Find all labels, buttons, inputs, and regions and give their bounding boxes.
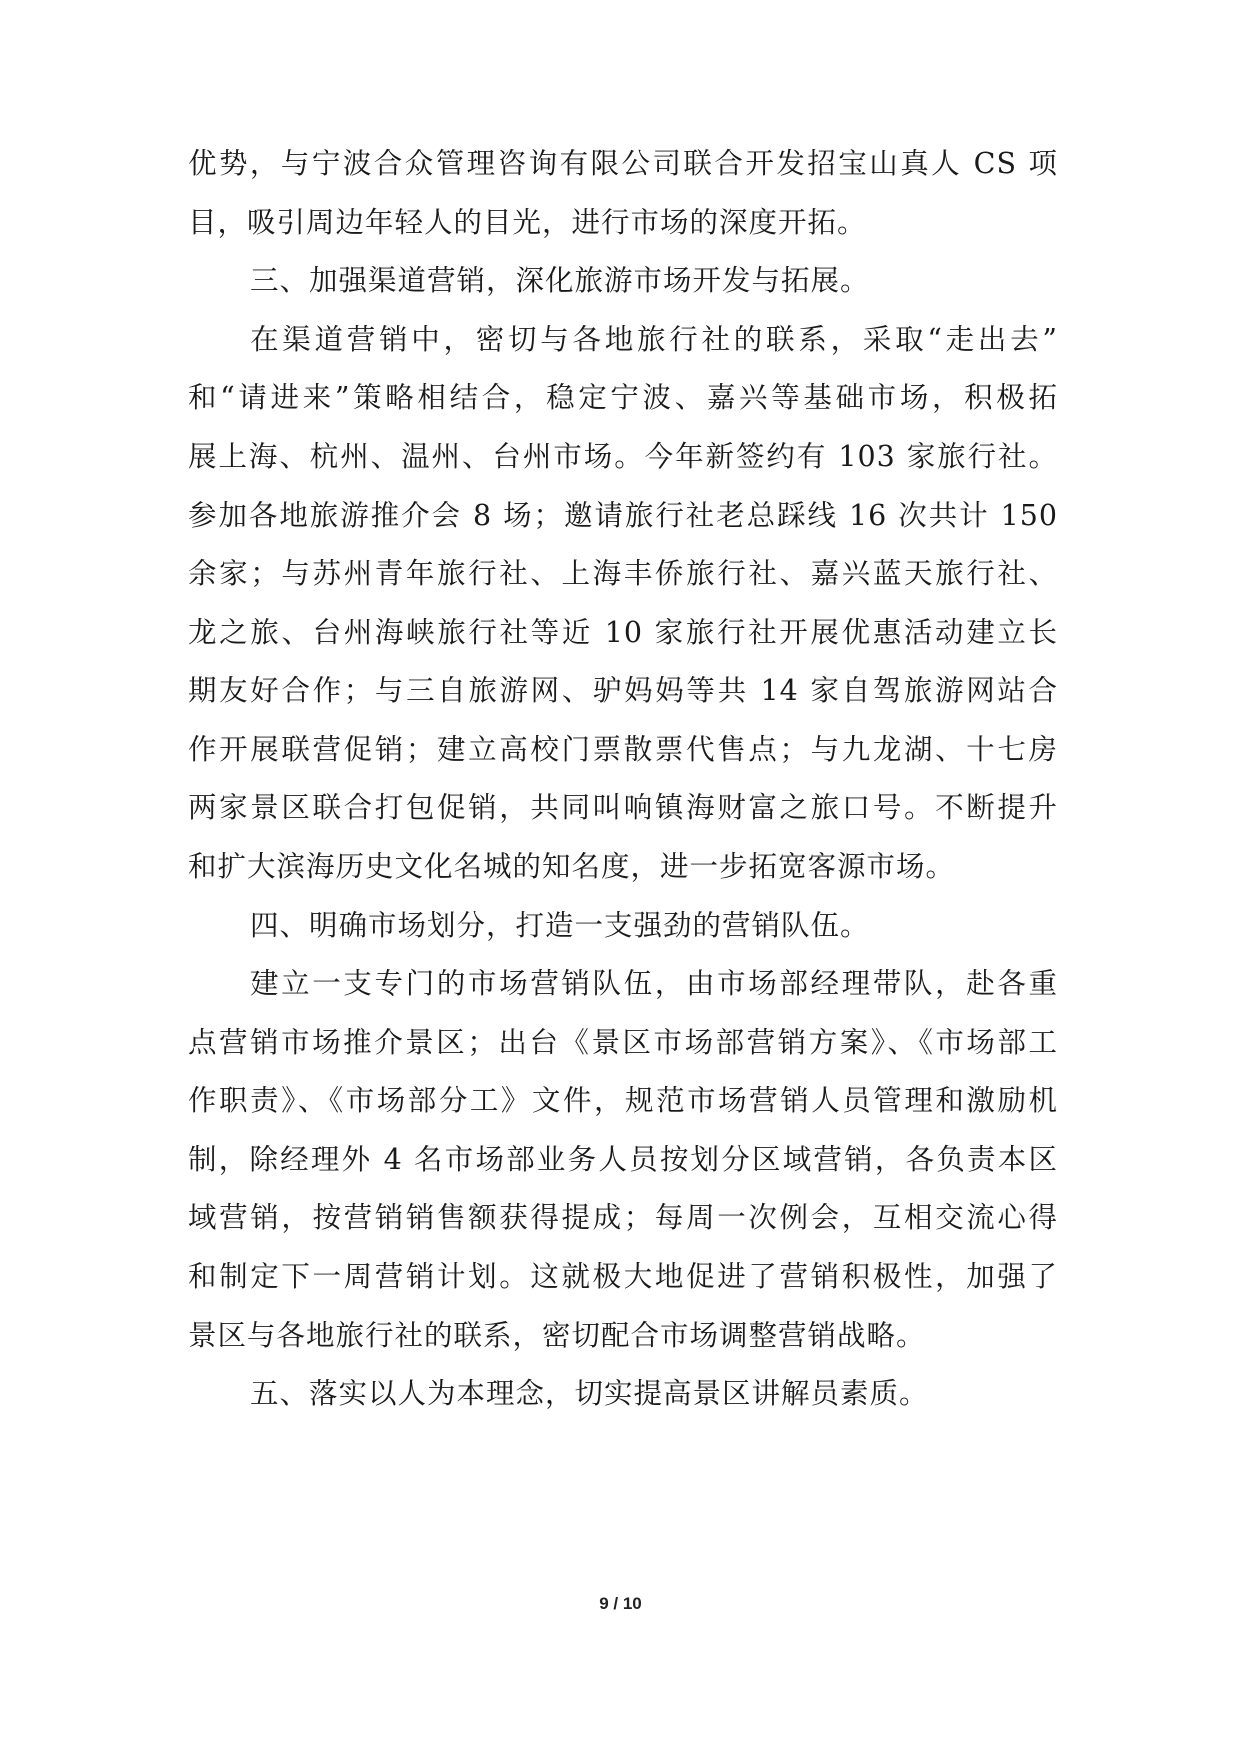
text-line: 目，吸引周边年轻人的目光，进行市场的深度开拓。 xyxy=(188,206,867,239)
text-line: 两家景区联合打包促销，共同叫响镇海财富之旅口号。不断提升 xyxy=(188,791,1058,824)
text-line: 优势，与宁波合众管理咨询有限公司联合开发招宝山真人 CS 项 xyxy=(188,147,1058,180)
text-line: 和制定下一周营销计划。这就极大地促进了营销积极性，加强了 xyxy=(188,1260,1058,1293)
text-line: 景区与各地旅行社的联系，密切配合市场调整营销战略。 xyxy=(188,1319,926,1352)
text-line: 余家；与苏州青年旅行社、上海丰侨旅行社、嘉兴蓝天旅行社、 xyxy=(188,557,1058,590)
text-line: 在渠道营销中，密切与各地旅行社的联系，采取“走出去” xyxy=(250,323,1058,356)
section-heading: 三、加强渠道营销，深化旅游市场开发与拓展。 xyxy=(250,264,870,297)
text-line: 期友好合作；与三自旅游网、驴妈妈等共 14 家自驾旅游网站合 xyxy=(188,674,1058,707)
text-line: 参加各地旅游推介会 8 场；邀请旅行社老总踩线 16 次共计 150 xyxy=(188,499,1058,532)
text-line: 建立一支专门的市场营销队伍，由市场部经理带队，赴各重 xyxy=(250,967,1058,1000)
text-line: 点营销市场推介景区；出台《景区市场部营销方案》、《市场部工 xyxy=(188,1026,1058,1059)
text-line: 制，除经理外 4 名市场部业务人员按划分区域营销，各负责本区 xyxy=(188,1143,1058,1176)
section-heading: 五、落实以人为本理念，切实提高景区讲解员素质。 xyxy=(250,1377,929,1410)
text-line: 作职责》、《市场部分工》文件，规范市场营销人员管理和激励机 xyxy=(188,1084,1058,1117)
text-line: 和“请进来”策略相结合，稳定宁波、嘉兴等基础市场，积极拓 xyxy=(188,381,1058,414)
page-number: 9 / 10 xyxy=(599,1594,642,1613)
text-line: 作开展联营促销；建立高校门票散票代售点；与九龙湖、十七房 xyxy=(188,733,1058,766)
text-line: 展上海、杭州、温州、台州市场。今年新签约有 103 家旅行社。 xyxy=(188,440,1058,473)
text-line: 和扩大滨海历史文化名城的知名度，进一步拓宽客源市场。 xyxy=(188,850,956,883)
text-line: 龙之旅、台州海峡旅行社等近 10 家旅行社开展优惠活动建立长 xyxy=(188,616,1058,649)
section-heading: 四、明确市场划分，打造一支强劲的营销队伍。 xyxy=(250,909,870,942)
text-line: 域营销，按营销销售额获得提成；每周一次例会，互相交流心得 xyxy=(188,1201,1058,1234)
